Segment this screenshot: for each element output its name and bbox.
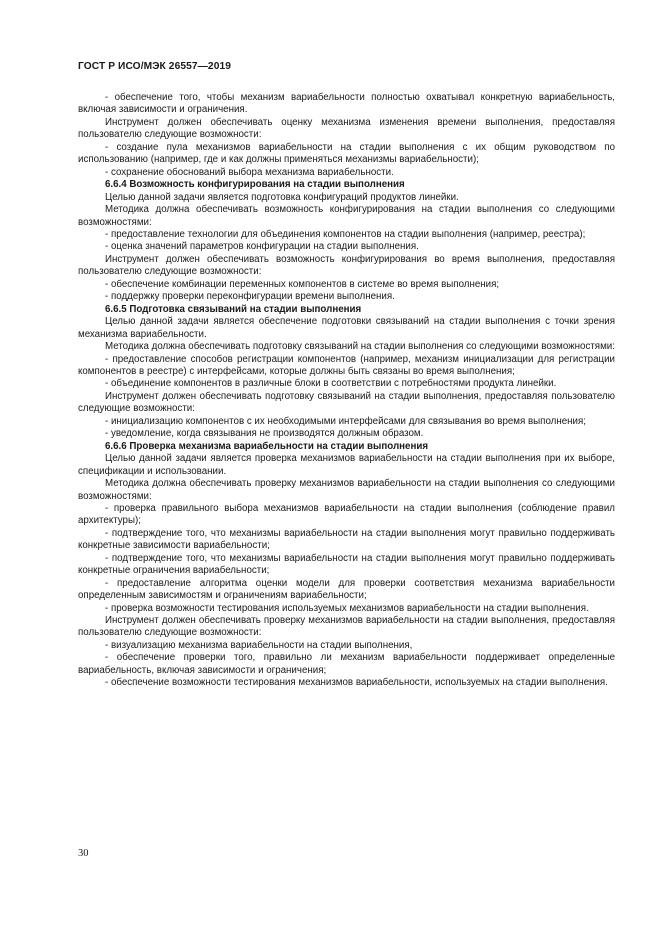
section-heading: 6.6.5 Подготовка связываний на стадии выполнения [105,303,362,315]
list-item: - создание пула механизмов вариабельности на стадии выполнения с их общим руководством по использованию (например, где и как должны применяться механизмы вариабельности); [78,141,615,166]
paragraph: Методика должна обеспечивать проверку механизмов вариабельности на стадии выполнения со следующими возможностями: [78,478,615,502]
list-item: - обеспечение проверки того, правильно ли механизм вариабельности поддерживает определенные вариабельность, включая зависимости и ограничения; [78,652,615,676]
paragraph: Методика должна обеспечивать возможность конфигурирования на стадии выполнения со следующими возможностями: [78,204,615,228]
list-item: - обеспечение комбинации переменных компонентов в системе во время выполнения; [105,278,500,290]
body-text [78,92,615,690]
paragraph: Целью данной задачи является обеспечение подготовки связываний на стадии выполнения с точки зрения механизма вариабельности. [78,316,615,340]
list-item: - подтверждение того, что механизмы вариабельности на стадии выполнения могут правильно поддерживать конкретные зависимости вариабельности; [78,527,615,552]
list-item: - уведомление, когда связывания не производятся должным образом. [105,428,424,440]
paragraph: Инструмент должен обеспечивать проверку механизмов вариабельности на стадии выполнения, предоставляя пользователю следующие возможности: [78,615,615,639]
list-item: - обеспечение возможности тестирования механизмов вариабельности, используемых на стадии выполнения. [105,677,608,689]
section-heading: 6.6.6 Проверка механизма вариабельности на стадии выполнения [105,440,429,452]
paragraph: Инструмент должен обеспечивать оценку механизма изменения времени выполнения, предоставляя пользователю следующие возможности: [78,116,615,141]
paragraph: Целью данной задачи является подготовка конфигураций продуктов линейки. [105,191,459,203]
section-heading: 6.6.4 Возможность конфигурирования на стадии выполнения [105,179,405,191]
list-item: - подтверждение того, что механизмы вариабельности на стадии выполнения могут правильно поддерживать конкретные ограничения вариабельности; [78,552,615,577]
list-item: - предоставление способов регистрации компонентов (например, механизм инициализации для регистрации компонентов в реестре) с интерфейсами, которые должны быть связаны во время выполнения; [78,353,615,377]
paragraph: Целью данной задачи является проверка механизмов вариабельности на стадии выполнения при их выборе, спецификации и использовании. [78,453,615,477]
list-item: - поддержку проверки переконфигурации времени выполнения. [105,291,395,303]
list-item: - предоставление алгоритма оценки модели для проверки соответствия механизма вариабельности определенным зависимостям и ограничениям вариабельности; [78,577,615,602]
list-item: - проверка возможности тестирования используемых механизмов вариабельности на стадии выполнения. [105,602,589,614]
list-item: - объединение компонентов в различные блоки в соответствии с потребностями продукта линейки. [105,378,557,390]
list-item: - инициализацию компонентов с их необходимыми интерфейсами для связывания во время выполнения; [105,415,586,427]
page-number: 30 [78,848,89,859]
page-header: ГОСТ Р ИСО/МЭК 26557—2019 [78,61,231,72]
list-item: - сохранение обоснований выбора механизма вариабельности. [105,166,394,178]
paragraph: Методика должна обеспечивать подготовку связываний на стадии выполнения со следующими возможностями: [105,341,615,353]
paragraph: Инструмент должен обеспечивать возможность конфигурирования во время выполнения, предоставляя пользователю следующие возможности: [78,253,615,278]
list-item: - визуализацию механизма вариабельности на стадии выполнения, [105,639,413,651]
list-item: - предоставление технологии для объединения компонентов на стадии выполнения (например, реестра); [105,228,586,240]
list-item: - оценка значений параметров конфигурации на стадии выполнения. [105,241,419,253]
paragraph: Инструмент должен обеспечивать подготовку связываний на стадии выполнения, предоставляя пользователю следующие возможности: [78,390,615,415]
list-item: - обеспечение того, чтобы механизм вариабельности полностью охватывал конкретную вариабельность, включая зависимости и ограничения. [78,92,615,116]
list-item: - проверка правильного выбора механизмов вариабельности на стадии выполнения (соблюдение правил архитектуры); [78,502,615,527]
